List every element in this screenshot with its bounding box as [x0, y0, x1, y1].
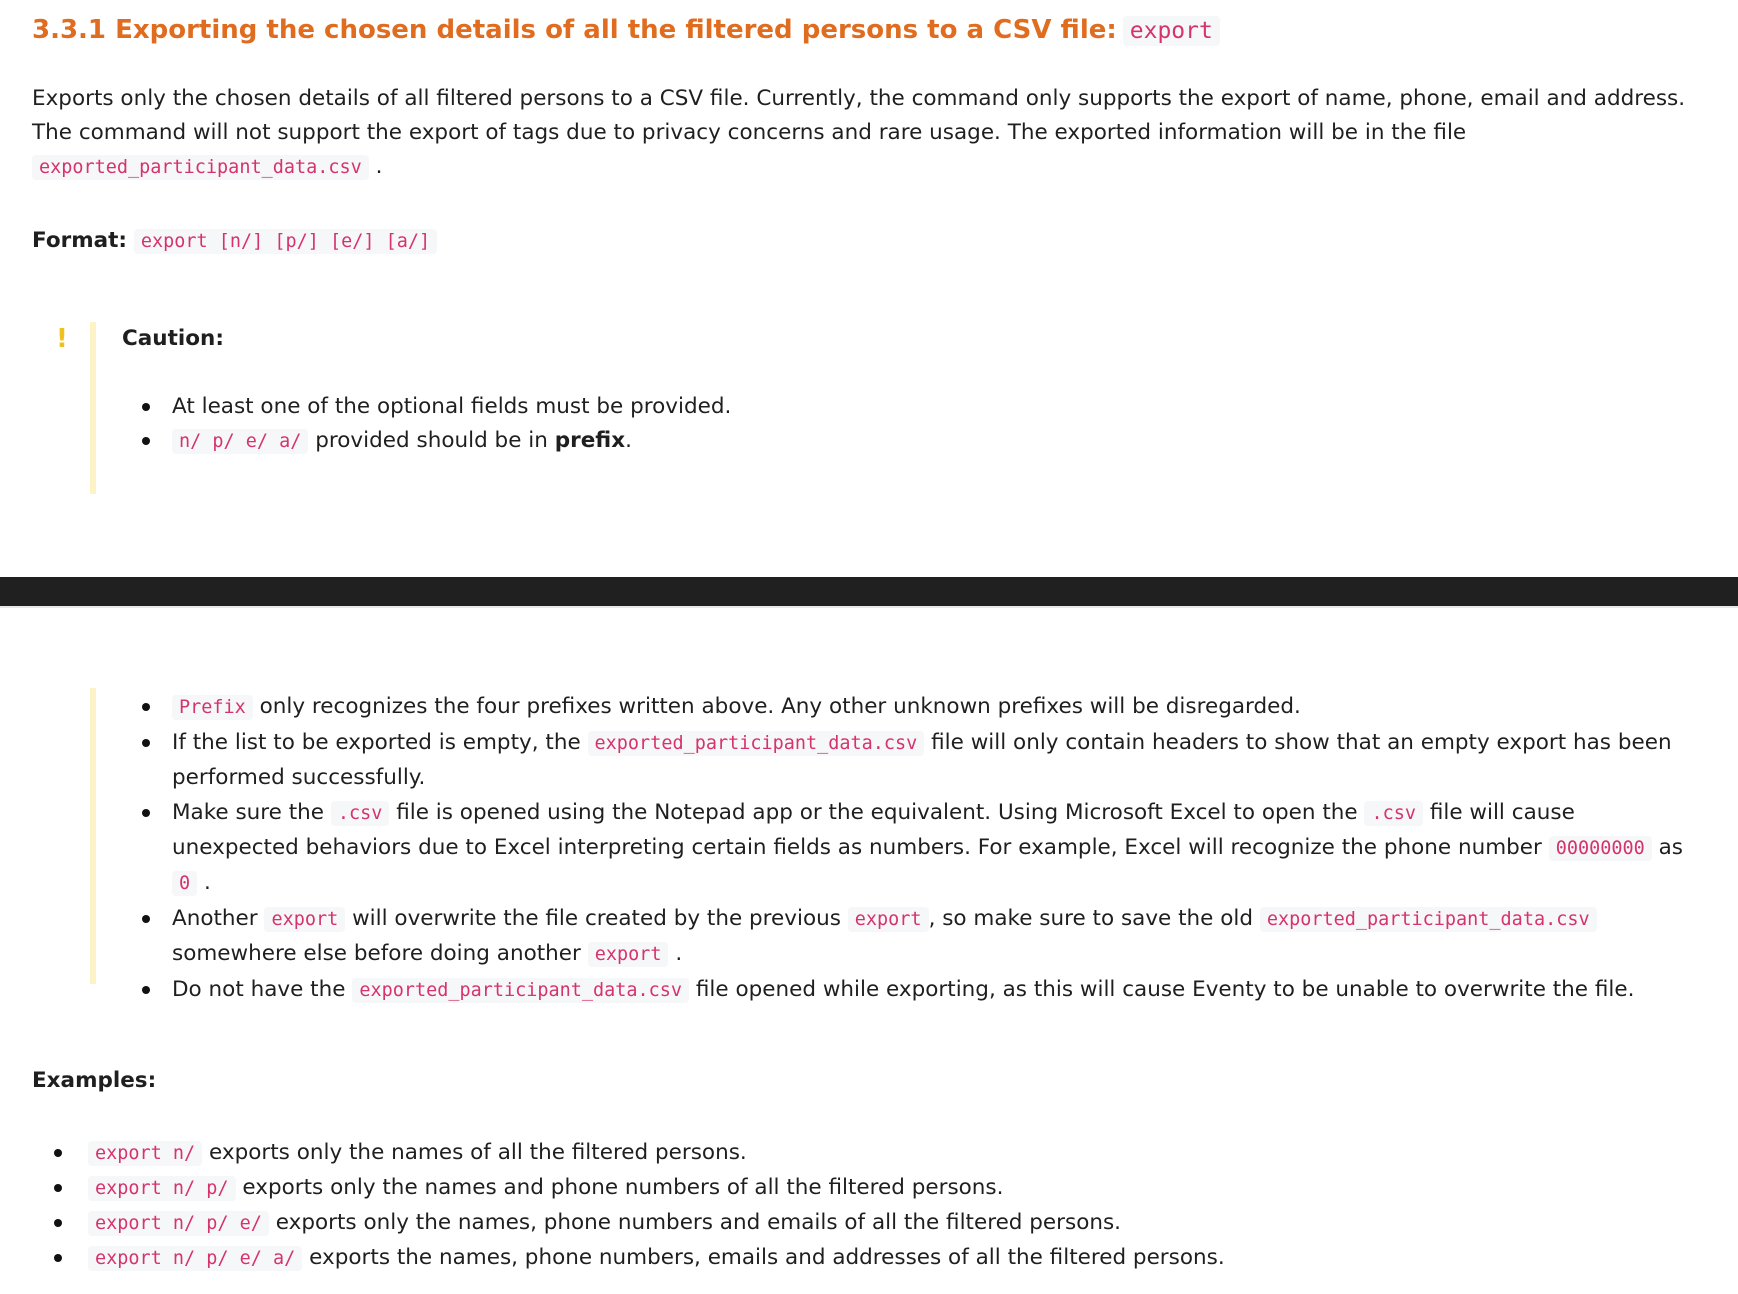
description-text: Exports only the chosen details of all filtered persons to a CSV file. Currently, the command only supports the export of name, phone, email and address. The command will not support the export of tags due to privacy concerns and rare usage. The exported information will be in the file [32, 86, 1686, 145]
example-text: exports only the names and phone numbers of all the filtered persons. [242, 1175, 1004, 1200]
example-item [88, 1241, 1225, 1276]
caution-side-bar [90, 688, 96, 984]
example-code: export n/ [88, 1141, 202, 1166]
caution-item [172, 796, 1692, 901]
example-text: exports the names, phone numbers, emails and addresses of all the filtered persons. [309, 1245, 1225, 1270]
caution-item-code: Prefix [172, 695, 253, 720]
caution-item-text: only recognizes the four prefixes written above. Any other unknown prefixes will be disregarded. [259, 694, 1301, 719]
caution-item [172, 390, 731, 424]
caution-item-code: n/ p/ e/ a/ [172, 429, 308, 454]
example-item [88, 1171, 1225, 1206]
example-text: exports only the names of all the filtered persons. [209, 1140, 747, 1165]
caution-item [172, 902, 1692, 972]
example-text: exports only the names, phone numbers and emails of all the filtered persons. [275, 1210, 1122, 1235]
caution-item-bold: prefix [554, 428, 626, 453]
section-heading-code: export [1123, 16, 1220, 46]
caution-item-text: file is opened using the Notepad app or the equivalent. Using Microsoft Excel to open the [396, 800, 1358, 825]
examples-list [32, 1136, 1225, 1276]
caution-title: Caution: [122, 326, 224, 351]
caution-item-code: exported_participant_data.csv [352, 978, 689, 1003]
caution-item-end: . [675, 941, 683, 966]
caution-list [122, 390, 731, 459]
caution-item-text: file opened while exporting, as this will cause Eventy to be unable to overwrite the file. [695, 977, 1635, 1002]
caution-box-continued [40, 688, 1700, 1002]
caution-item-end: . [625, 428, 632, 453]
caution-item [172, 726, 1692, 795]
caution-item-text: file will cause unexpected behaviors due to Excel interpreting certain fields as numbers. For example, Excel will recognize the phone number [172, 800, 1575, 860]
format-line [32, 224, 437, 259]
caution-item-end: . [203, 870, 211, 895]
caution-item-text: Make sure the [172, 800, 325, 825]
caution-item [172, 424, 731, 459]
example-item [88, 1136, 1225, 1171]
caution-item-text: somewhere else before doing another [172, 941, 581, 966]
example-code: export n/ p/ e/ a/ [88, 1246, 302, 1271]
caution-item-code: 00000000 [1549, 836, 1652, 861]
caution-item-code: export [264, 907, 345, 932]
document-top-section [0, 0, 1738, 577]
document-bottom-section [0, 608, 1738, 1294]
caution-item [172, 690, 1692, 725]
section-description [32, 82, 1692, 185]
caution-item-code: .csv [331, 801, 390, 826]
example-item [88, 1206, 1225, 1241]
caution-item-text: will overwrite the file created by the previous [352, 906, 841, 931]
caution-item [172, 973, 1692, 1008]
caution-item-text: Another [172, 906, 258, 931]
caution-item-text: , so make sure to save the old [928, 906, 1254, 931]
example-code: export n/ p/ [88, 1176, 236, 1201]
description-file-code: exported_participant_data.csv [32, 155, 369, 180]
caution-item-text: as [1658, 835, 1683, 860]
caution-item-text: file will only contain headers to show that an empty export has been performed successfully. [172, 730, 1672, 790]
format-label: Format: [32, 228, 127, 253]
page-divider-bar [0, 577, 1738, 606]
caution-item-code: exported_participant_data.csv [1260, 907, 1597, 932]
caution-list-continued [122, 690, 1692, 1009]
example-code: export n/ p/ e/ [88, 1211, 269, 1236]
description-end: . [375, 154, 383, 179]
caution-item-text: provided should be in [315, 428, 548, 453]
caution-item-code: export [848, 907, 929, 932]
caution-item-code: 0 [172, 871, 197, 896]
caution-exclamation-icon: ! [56, 324, 68, 354]
examples-title: Examples: [32, 1068, 157, 1093]
caution-side-bar [90, 322, 96, 494]
caution-box [40, 322, 1700, 494]
caution-item-code: .csv [1364, 801, 1423, 826]
caution-item-text: At least one of the optional fields must be provided. [172, 394, 732, 419]
caution-item-text: Do not have the [172, 977, 346, 1002]
caution-item-code: exported_participant_data.csv [588, 731, 925, 756]
caution-item-code: export [588, 942, 669, 967]
format-code: export [n/] [p/] [e/] [a/] [134, 229, 437, 254]
caution-item-text: If the list to be exported is empty, the [172, 730, 581, 755]
section-heading-text: 3.3.1 Exporting the chosen details of all the filtered persons to a CSV file: [32, 15, 1117, 45]
section-heading [32, 8, 1220, 53]
